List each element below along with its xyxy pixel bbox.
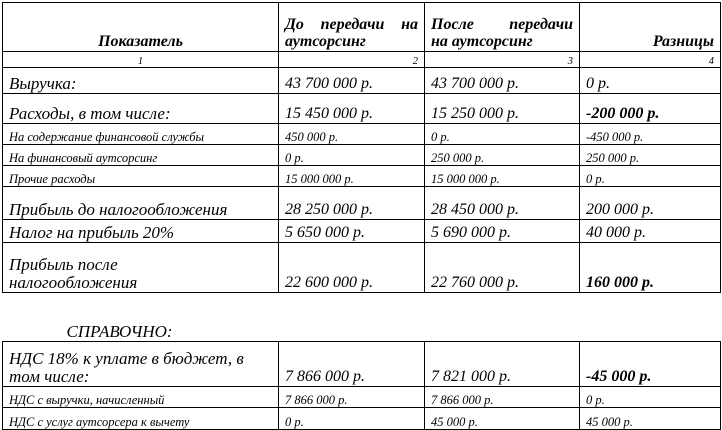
row-label-line1: Прибыль после (9, 255, 118, 275)
row-label: Прибыль до налогообложения (3, 187, 279, 220)
reference-heading-row (3, 319, 721, 342)
row-after: 5 690 000 р. (425, 220, 580, 243)
row-before: 22 600 000 р. (279, 243, 425, 293)
header-diff: Разницы (580, 3, 721, 52)
row-before: 0 р. (279, 408, 425, 430)
header-after-line2: на аутсорсинг (431, 33, 533, 51)
row-diff: 160 000 р. (580, 243, 721, 293)
row-label-line2: том числе: (9, 367, 90, 387)
row-label: Расходы, в том числе: (3, 94, 279, 124)
header-after (425, 3, 580, 52)
row-label (3, 243, 279, 293)
outsourcing-comparison-table (2, 2, 721, 430)
row-diff: 45 000 р. (580, 408, 721, 430)
header-before-line1: До передачи на (285, 16, 418, 34)
row-after: 22 760 000 р. (425, 243, 580, 293)
reference-title: СПРАВОЧНО: (66, 322, 173, 342)
row-before: 43 700 000 р. (279, 68, 425, 94)
table-row (3, 187, 721, 220)
row-diff: 250 000 р. (580, 145, 721, 166)
row-before: 28 250 000 р. (279, 187, 425, 220)
column-number: 3 (425, 52, 580, 68)
table-row (3, 68, 721, 94)
row-label: Выручка: (3, 68, 279, 94)
row-label: НДС с выручки, начисленный (3, 387, 279, 408)
row-label: Прочие расходы (3, 166, 279, 187)
table-row (3, 342, 721, 387)
table-row (3, 94, 721, 124)
row-before: 450 000 р. (279, 124, 425, 145)
spacer-row (3, 293, 721, 319)
row-after: 43 700 000 р. (425, 68, 580, 94)
row-before: 7 866 000 р. (279, 342, 425, 387)
header-indicator: Показатель (3, 3, 279, 52)
column-number: 4 (580, 52, 721, 68)
financial-table-container (2, 2, 721, 430)
row-label-line1: НДС 18% к уплате в бюджет, в (9, 349, 244, 369)
row-after: 28 450 000 р. (425, 187, 580, 220)
row-label: Налог на прибыль 20% (3, 220, 279, 243)
row-label: На финансовый аутсорсинг (3, 145, 279, 166)
row-label: НДС с услуг аутсорсера к вычету (3, 408, 279, 430)
row-diff: 40 000 р. (580, 220, 721, 243)
table-row (3, 220, 721, 243)
table-row (3, 408, 721, 430)
table-row (3, 145, 721, 166)
row-diff: -45 000 р. (580, 342, 721, 387)
table-row (3, 124, 721, 145)
column-number: 1 (3, 52, 279, 68)
row-diff: 0 р. (580, 68, 721, 94)
row-diff: 200 000 р. (580, 187, 721, 220)
row-after: 7 866 000 р. (425, 387, 580, 408)
table-row (3, 166, 721, 187)
row-after: 45 000 р. (425, 408, 580, 430)
table-row (3, 387, 721, 408)
row-after: 0 р. (425, 124, 580, 145)
row-before: 7 866 000 р. (279, 387, 425, 408)
row-before: 0 р. (279, 145, 425, 166)
row-diff: -200 000 р. (580, 94, 721, 124)
row-after: 250 000 р. (425, 145, 580, 166)
row-after: 7 821 000 р. (425, 342, 580, 387)
column-number: 2 (279, 52, 425, 68)
row-label-line2: налогообложения (9, 273, 138, 293)
row-label: На содержание финансовой службы (3, 124, 279, 145)
header-before (279, 3, 425, 52)
header-after-line1: После передачи (431, 16, 573, 34)
row-before: 5 650 000 р. (279, 220, 425, 243)
row-after: 15 250 000 р. (425, 94, 580, 124)
column-numbers-row (3, 52, 721, 68)
row-diff: -450 000 р. (580, 124, 721, 145)
row-before: 15 000 000 р. (279, 166, 425, 187)
row-label (3, 342, 279, 387)
header-row (3, 3, 721, 52)
row-before: 15 450 000 р. (279, 94, 425, 124)
header-before-line2: аутсорсинг (285, 33, 366, 51)
row-after: 15 000 000 р. (425, 166, 580, 187)
table-row (3, 243, 721, 293)
row-diff: 0 р. (580, 166, 721, 187)
row-diff: 0 р. (580, 387, 721, 408)
